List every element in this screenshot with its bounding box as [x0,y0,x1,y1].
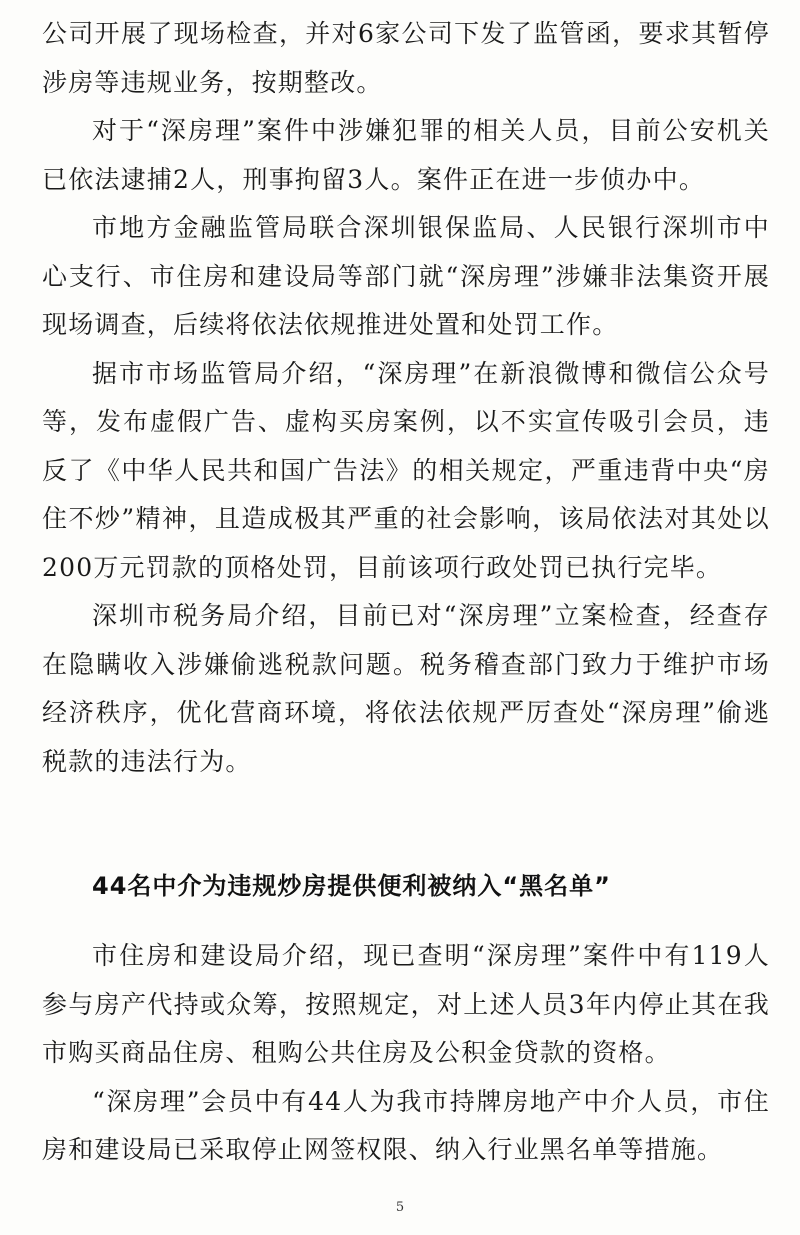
paragraph-rectification: 公司开展了现场检查，并对6家公司下发了监管函，要求其暂停涉房等违规业务，按期整改。 [42,19,770,97]
section-heading: 44名中介为违规炒房提供便利被纳入“黑名单” [92,872,611,900]
body-text-top [42,10,770,786]
page-number: 5 [395,1200,405,1215]
paragraph-agents-blacklist: “深房理”会员中有44人为我市持牌房地产中介人员，市住房和建设局已采取停止网签权限、纳入行业黑名单等措施。 [42,1086,770,1164]
paragraph-market-regulator: 据市市场监管局介绍，“深房理”在新浪微博和微信公众号等，发布虚假广告、虚构买房案例，以不实宣传吸引会员，违反了《中华人民共和国广告法》的相关规定，严重违背中央“房住不炒”精神，且造成极其严重的社会影响，该局依法对其处以200万元罚款的顶格处罚，目前该项行政处罚已执行完毕。 [42,358,770,582]
paragraph-tax-bureau: 深圳市税务局介绍，目前已对“深房理”立案检查，经查存在隐瞒收入涉嫌偷逃税款问题。税务稽查部门致力于维护市场经济秩序，优化营商环境，将依法依规严厉查处“深房理”偷逃税款的违法行为。 [42,601,770,776]
body-text-bottom [42,932,770,1175]
paragraph-arrests: 对于“深房理”案件中涉嫌犯罪的相关人员，目前公安机关已依法逮捕2人，刑事拘留3人。案件正在进一步侦办中。 [42,116,770,194]
paragraph-financial-regulator: 市地方金融监管局联合深圳银保监局、人民银行深圳市中心支行、市住房和建设局等部门就“深房理”涉嫌非法集资开展现场调查，后续将依法依规推进处置和处罚工作。 [42,213,770,339]
paragraph-housing-bureau: 市住房和建设局介绍，现已查明“深房理”案件中有119人参与房产代持或众筹，按照规定，对上述人员3年内停止其在我市购买商品住房、租购公共住房及公积金贷款的资格。 [42,941,770,1067]
